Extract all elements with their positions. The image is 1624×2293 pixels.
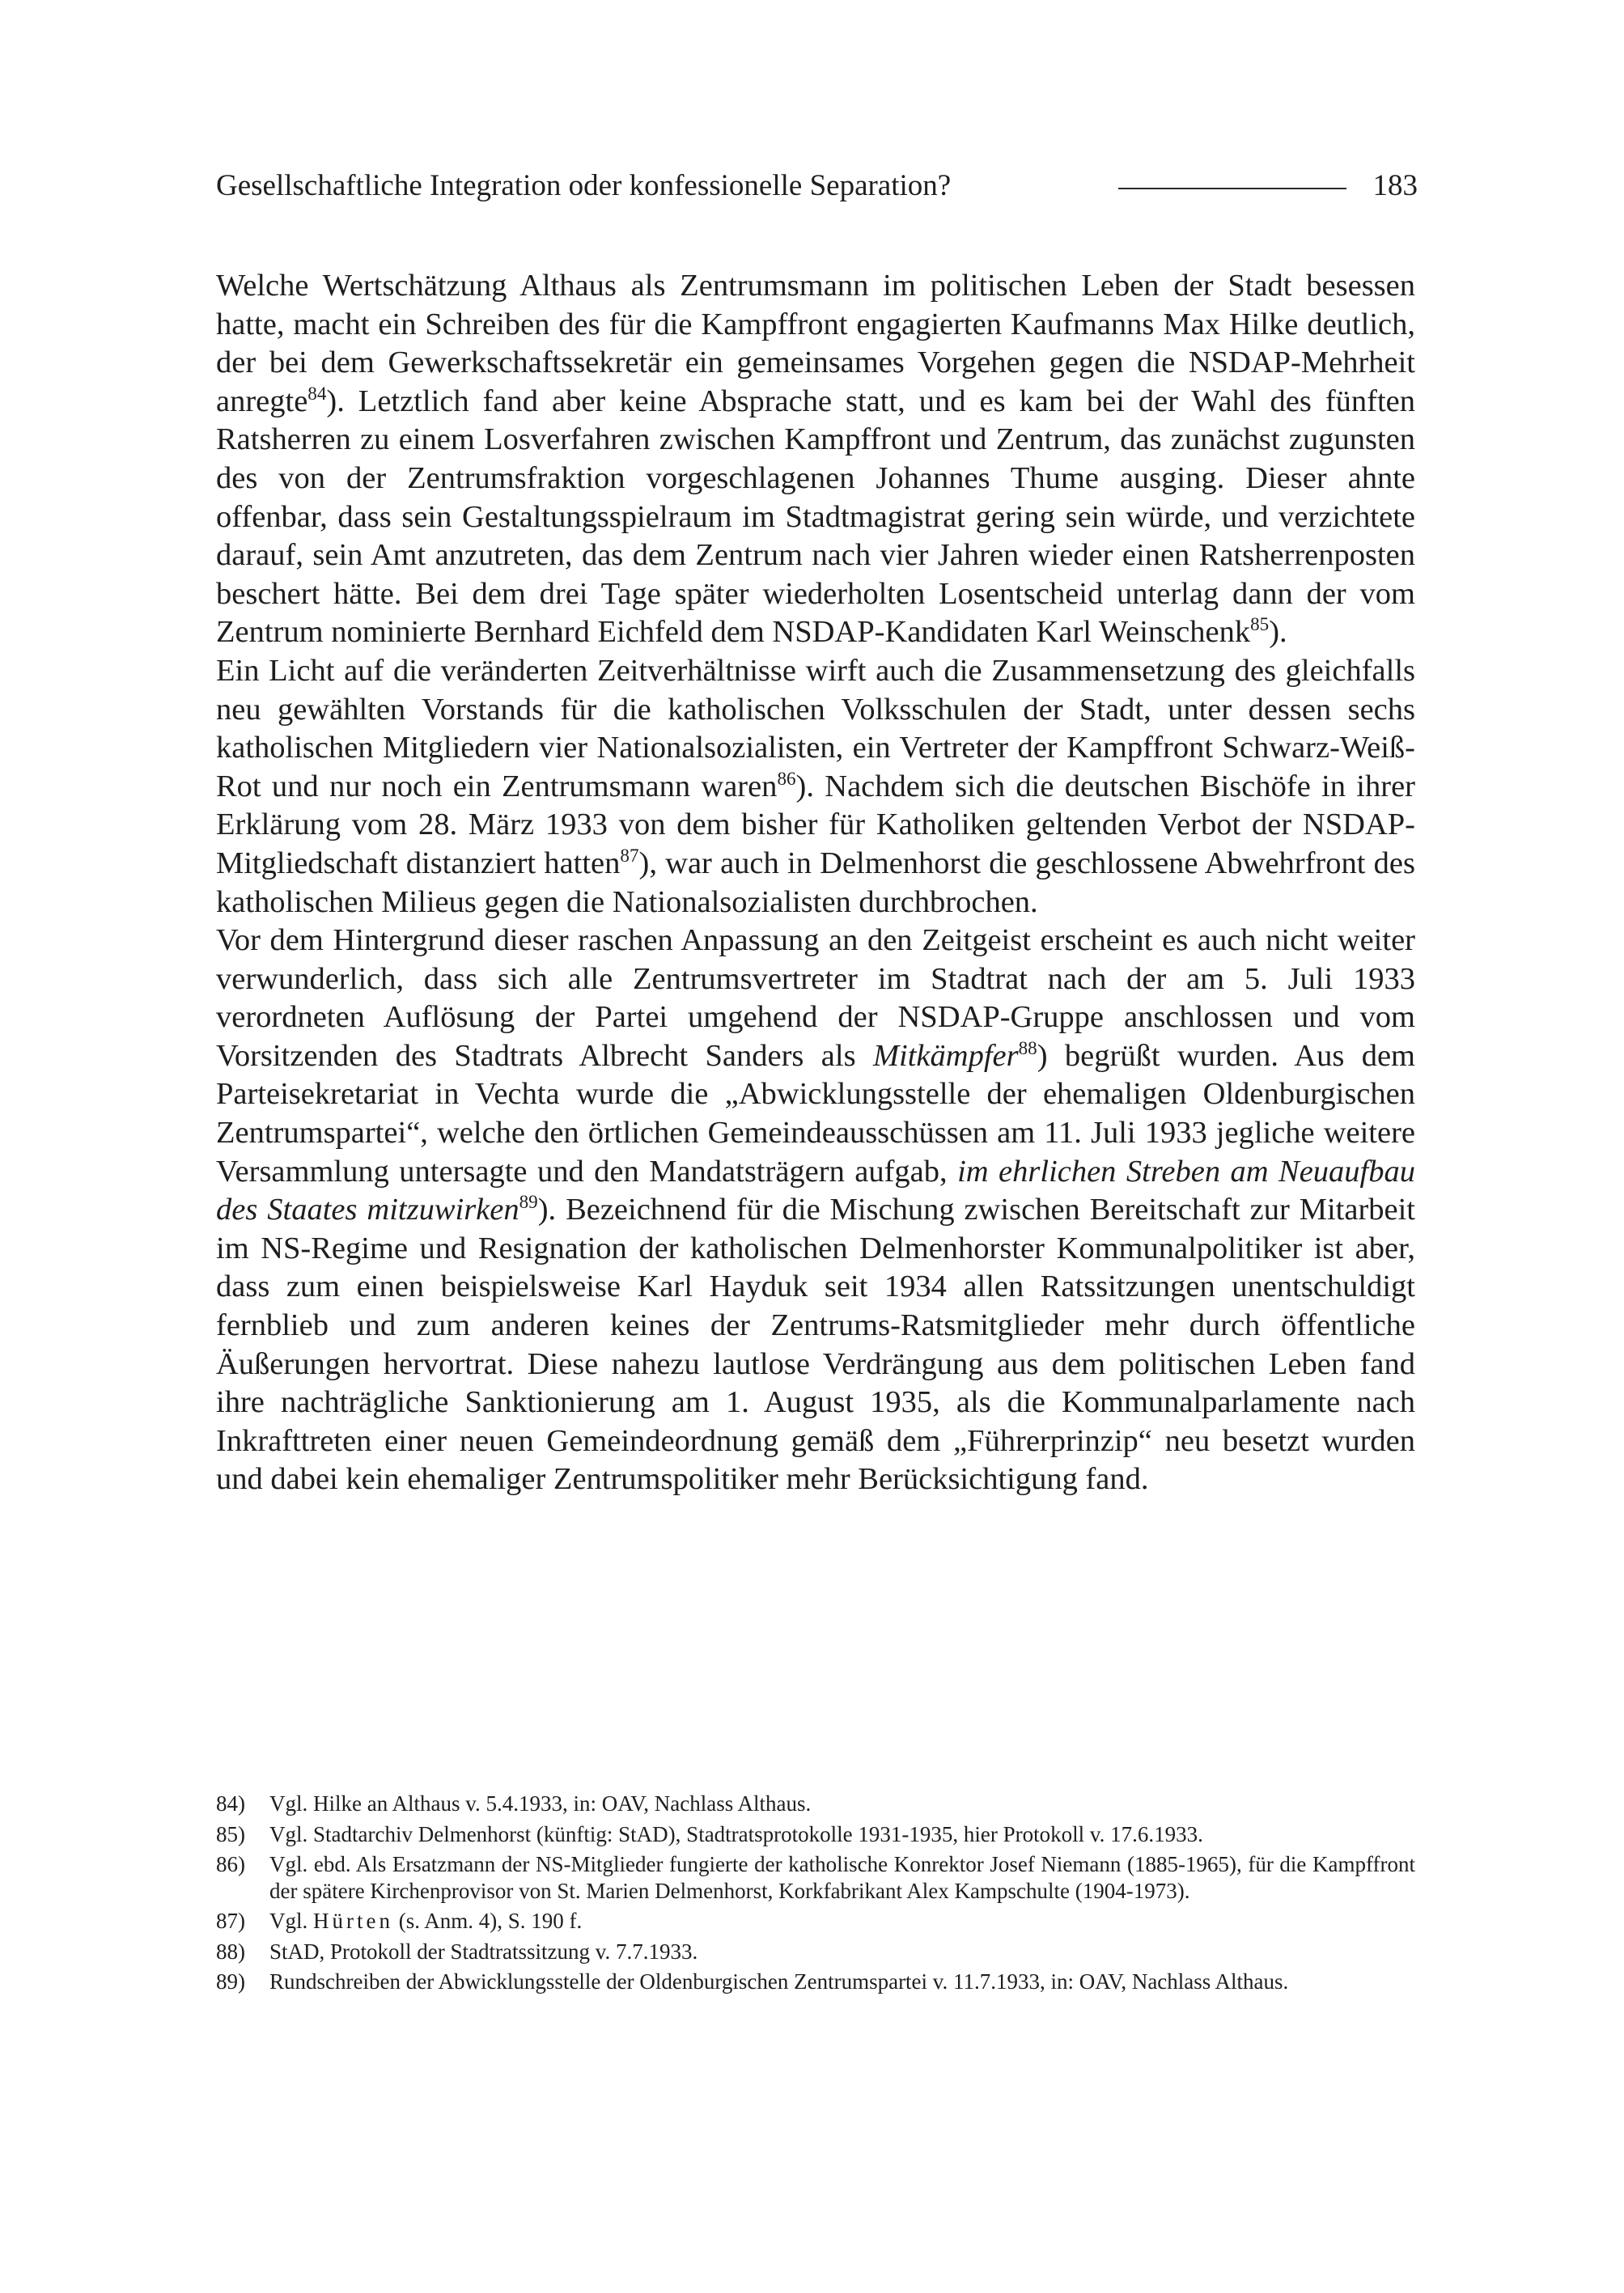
footnote-ref-86: 86 [777,767,796,789]
body-text [216,267,1415,1499]
paragraph-text: ), war auch in Delmenhorst die geschlossene Abwehrfront des katholischen Milieus gegen die Nationalsozialisten durchbrochen. [216,846,1415,919]
footnote-text: Rundschreiben der Abwicklungsstelle der Oldenburgischen Zentrumspartei v. 11.7.1933, in: OAV, Nachlass Althaus. [269,1969,1289,1994]
footnote-number: 84) [216,1791,245,1816]
header-rule [1118,188,1346,189]
footnote-number: 88) [216,1939,245,1964]
footnote-text [269,1908,1415,1935]
footnote-text: Vgl. ebd. Als Ersatzmann der NS-Mitglieder fungierte der katholische Konrektor Josef Niemann (1885-1965), für die Kampffront der spätere Kirchenprovisor von St. Marien Delmenhorst, Korkfabrikant Alex Kampschulte (1904-1973). [269,1852,1415,1903]
footnote-ref-85: 85 [1250,613,1270,635]
paragraph-text: ). [1269,615,1287,650]
paragraph-text: ). Letztlich fand aber keine Absprache statt, und es kam bei der Wahl des fünften Ratsherren zu einem Losverfahren zwischen Kampffront und Zentrum, das zunächst zugunsten des von der Zentrumsfraktion vorgeschlagenen Johannes Thume ausging. Dieser ahnte offenbar, dass sein Gestaltungsspielraum im Stadtmagistrat gering sein würde, und verzichtete darauf, sein Amt anzutreten, das dem Zentrum nach vier Jahren wieder einen Ratsherrenposten beschert hätte. Bei dem drei Tage später wiederholten Losentscheid unterlag dann der vom Zentrum nominierte Bernhard Eichfeld dem NSDAP-Kandidaten Karl Weinschenk [216,384,1415,650]
footnote-text: StAD, Protokoll der Stadtratssitzung v. 7.7.1933. [269,1939,698,1964]
footnote-88 [216,1939,1415,1965]
italic-quote: im ehrlichen Streben am Neuaufbau des Staates mitzuwirken [216,1154,1415,1227]
footnote-ref-88: 88 [1018,1037,1037,1059]
paragraph-text: ) begrüßt wurden. Aus dem Parteisekretariat in Vechta wurde die „Abwicklungsstelle der ehemaligen Oldenburgischen Zentrumspartei“, welche den örtlichen Gemeindeausschüssen am 11. Juli 1933 jegliche weitere Versammlung untersagte und den Mandatsträgern aufgab, [216,1038,1415,1189]
paragraph-text: Vor dem Hintergrund dieser raschen Anpassung an den Zeitgeist erscheint es auch nicht weiter verwunderlich, dass sich alle Zentrumsvertreter im Stadtrat nach der am 5. Juli 1933 verordneten Auflösung der Partei umgehend der NSDAP-Gruppe anschlossen und vom Vorsitzenden des Stadtrats Albrecht Sanders als [216,923,1415,1073]
footnote-ref-87: 87 [620,845,639,867]
running-head [216,168,1418,207]
footnote-text: Vgl. Stadtarchiv Delmenhorst (künftig: StAD), Stadtratsprotokolle 1931-1935, hier Protokoll v. 17.6.1933. [269,1821,1203,1846]
running-title: Gesellschaftliche Integration oder konfessionelle Separation? [216,169,952,202]
footnote-ref-89: 89 [519,1191,538,1213]
footnote-number: 85) [216,1821,245,1846]
footnote-number: 89) [216,1969,245,1994]
footnote-86 [216,1851,1415,1904]
paragraph-text: Welche Wertschätzung Althaus als Zentrumsmann im politischen Leben der Stadt besessen hatte, macht ein Schreiben des für die Kampffront engagierten Kaufmanns Max Hilke deutlich, der bei dem Gewerkschaftssekretär ein gemeinsames Vorgehen gegen die NSDAP-Mehrheit anregte [216,269,1415,418]
footnote-text-part: (s. Anm. 4), S. 190 f. [392,1909,583,1933]
paragraph-text: Ein Licht auf die veränderten Zeitverhältnisse wirft auch die Zusammensetzung des gleichfalls neu gewählten Vorstands für die katholischen Volksschulen der Stadt, unter dessen sechs katholischen Mitgliedern vier Nationalsozialisten, ein Vertreter der Kampffront Schwarz-Weiß-Rot und nur noch ein Zentrumsmann waren [216,653,1415,803]
italic-quote: Mitkämpfer [872,1038,1019,1073]
paragraph-3 [216,922,1415,1499]
footnote-ref-84: 84 [307,382,327,404]
footnote-text-part: Vgl. [269,1909,313,1933]
footnote-87 [216,1908,1415,1935]
footnotes [216,1791,1415,1999]
footnote-number: 86) [216,1852,245,1876]
paragraph-text: ). Bezeichnend für die Mischung zwischen Bereitschaft zur Mitarbeit im NS-Regime und Resignation der katholischen Delmenhorster Kommunalpolitiker ist aber, dass zum einen beispielsweise Karl Hayduk seit 1934 allen Ratssitzungen unentschuldigt fernblieb und zum anderen keines der Zentrums-Ratsmitglieder mehr durch öffentliche Äußerungen hervortrat. Diese nahezu lautlose Verdrängung aus dem politischen Leben fand ihre nachträgliche Sanktionierung am 1. August 1935, als die Kommunalparlamente nach Inkrafttreten einer neuen Gemeindeordnung gemäß dem „Führerprinzip“ neu besetzt wurden und dabei kein ehemaliger Zentrumspolitiker mehr Berücksichtigung fand. [216,1193,1415,1497]
footnote-89 [216,1969,1415,1995]
footnote-85 [216,1821,1415,1848]
author-name: Hürten [313,1909,393,1933]
page-number: 183 [1372,169,1418,202]
paragraph-text: ). Nachdem sich die deutschen Bischöfe in ihrer Erklärung vom 28. März 1933 von dem bisher für Katholiken geltenden Verbot der NSDAP-Mitgliedschaft distanziert hatten [216,769,1415,880]
footnote-text: Vgl. Hilke an Althaus v. 5.4.1933, in: OAV, Nachlass Althaus. [269,1791,812,1816]
footnote-number: 87) [216,1909,245,1933]
footnote-84 [216,1791,1415,1817]
paragraph-2 [216,652,1415,922]
paragraph-1 [216,267,1415,652]
